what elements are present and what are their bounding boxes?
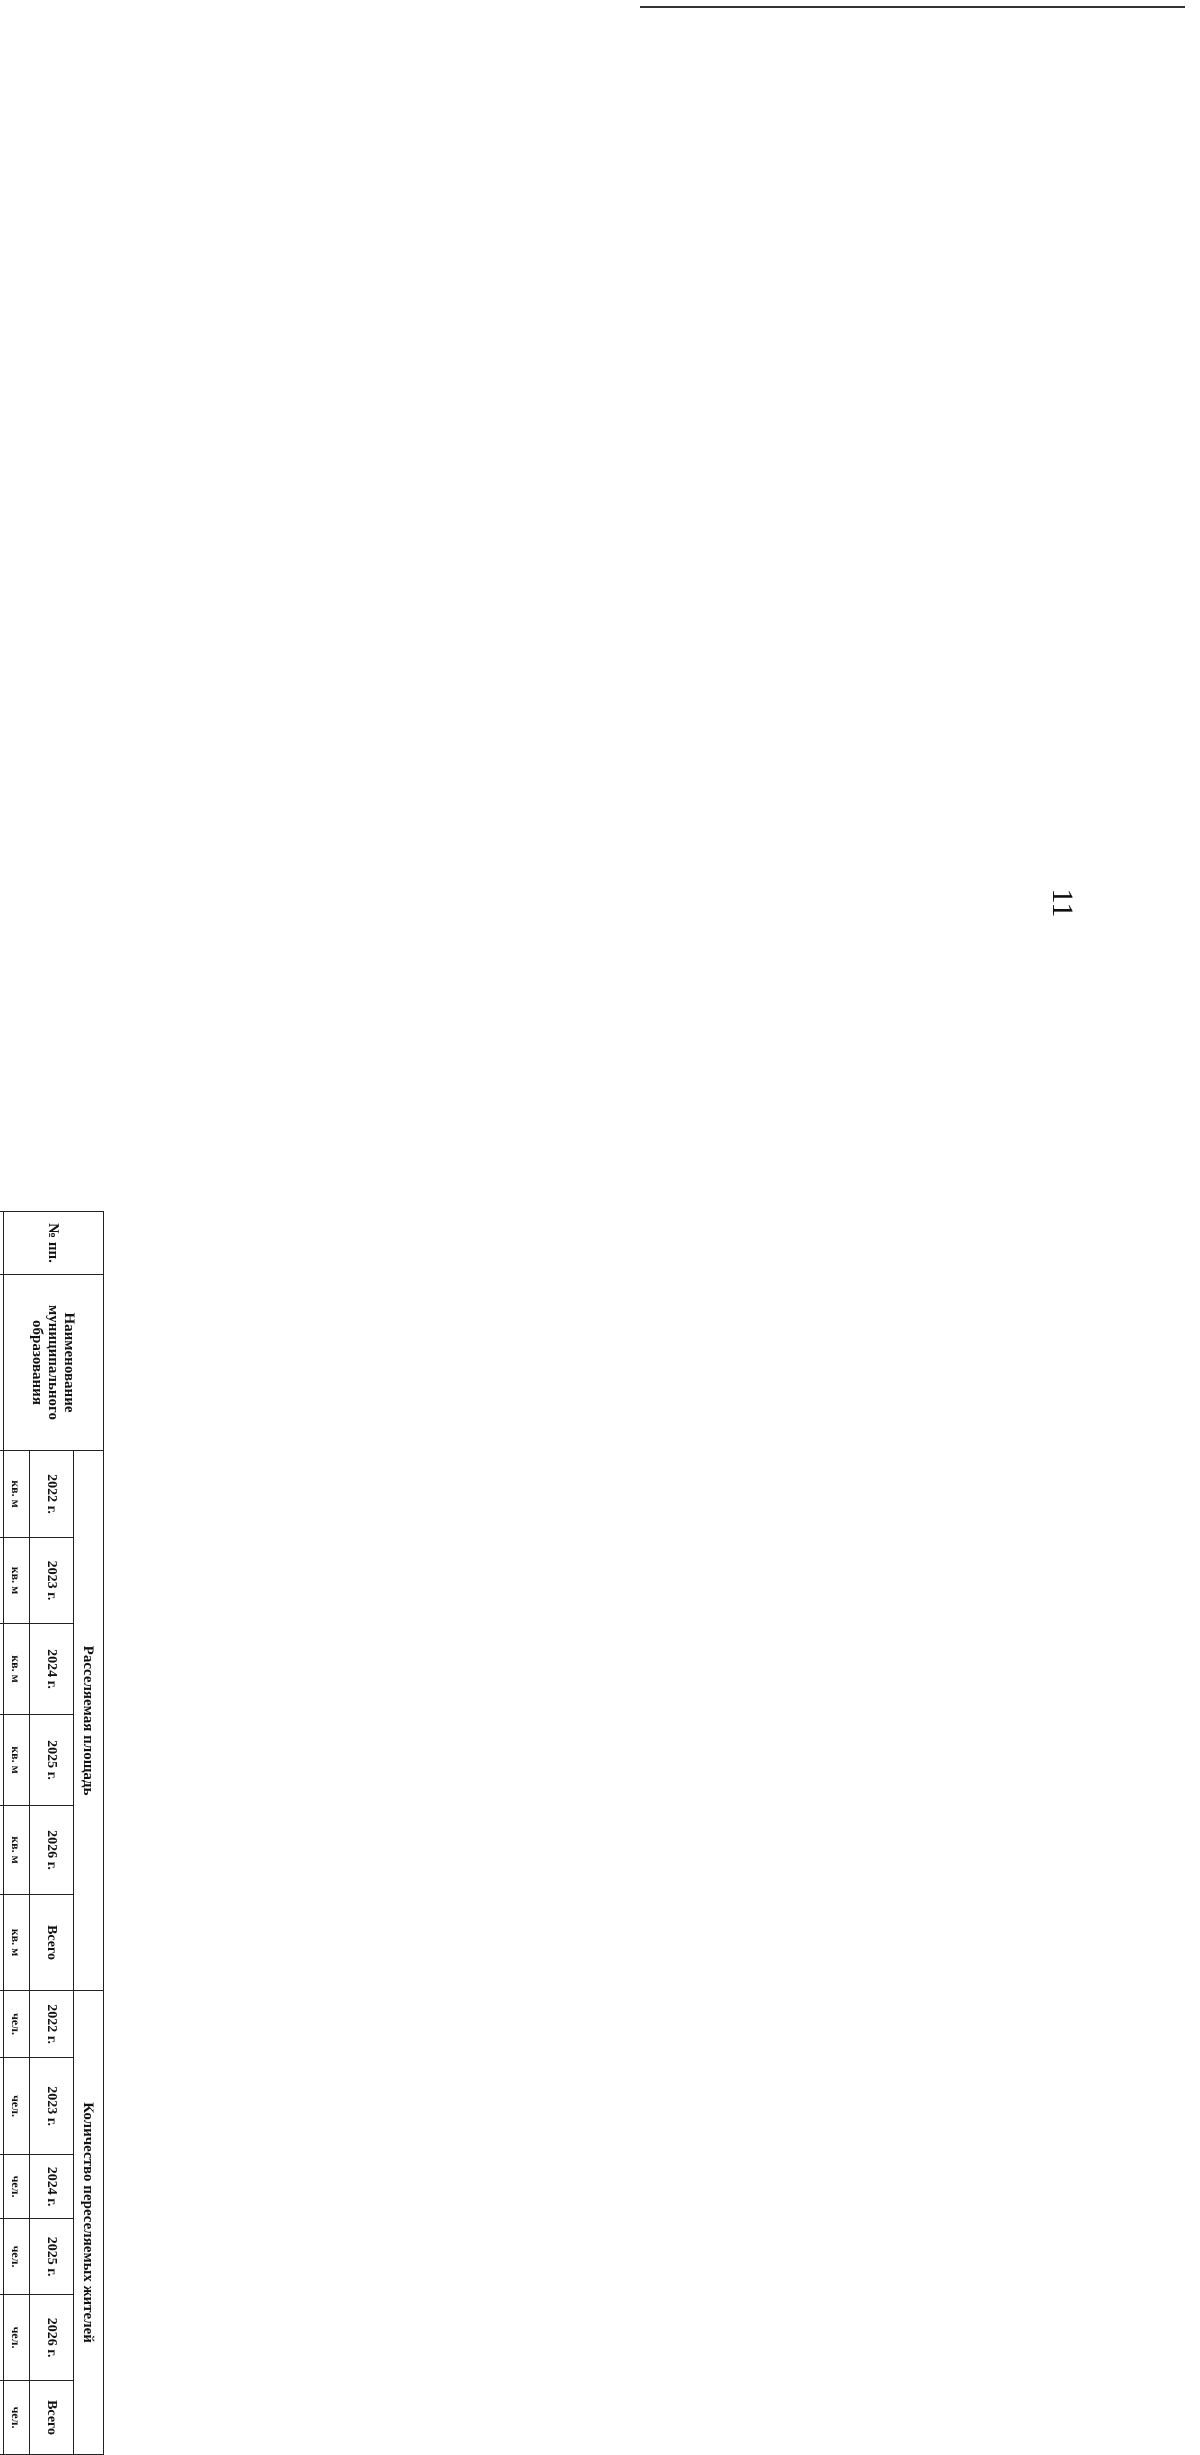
header-col-num <box>0 2295 4 2381</box>
header-col-num <box>0 1806 4 1895</box>
header-unit: кв. м <box>4 1624 30 1715</box>
header-col-num <box>0 1538 4 1624</box>
header-col-num <box>0 1451 4 1538</box>
header-unit: кв. м <box>4 1715 30 1806</box>
header-unit: кв. м <box>4 1895 30 1991</box>
header-unit: чел. <box>4 2381 30 2455</box>
header-area-year: 2026 г. <box>30 1806 74 1895</box>
resettlement-table <box>0 1211 104 2455</box>
header-area-year: 2022 г. <box>30 1451 74 1538</box>
header-col-num <box>0 2381 4 2455</box>
rotated-table-container <box>0 1211 104 2436</box>
header-unit: кв. м <box>4 1538 30 1624</box>
header-name: Наименование муниципального образования <box>4 1275 104 1451</box>
header-area-year: 2024 г. <box>30 1624 74 1715</box>
header-res-year: 2022 г. <box>30 1991 74 2058</box>
header-area-group: Расселяемая площадь <box>74 1451 104 1991</box>
header-unit: кв. м <box>4 1806 30 1895</box>
header-col-num <box>0 1212 4 1275</box>
header-col-num <box>0 2219 4 2295</box>
header-unit: чел. <box>4 2058 30 2155</box>
header-col-num <box>0 1624 4 1715</box>
header-col-num <box>0 1991 4 2058</box>
header-number: № пп. <box>4 1212 104 1275</box>
header-res-year: 2024 г. <box>30 2155 74 2219</box>
header-area-year: Всего <box>30 1895 74 1991</box>
header-unit: чел. <box>4 2155 30 2219</box>
top-rule <box>640 6 1185 8</box>
header-res-year: 2023 г. <box>30 2058 74 2155</box>
header-unit: чел. <box>4 1991 30 2058</box>
header-area-year: 2025 г. <box>30 1715 74 1806</box>
header-unit: чел. <box>4 2295 30 2381</box>
header-area-year: 2023 г. <box>30 1538 74 1624</box>
header-col-num <box>0 1275 4 1451</box>
header-col-num <box>0 2155 4 2219</box>
header-res-year: 2025 г. <box>30 2219 74 2295</box>
header-unit: чел. <box>4 2219 30 2295</box>
header-residents-group: Количество переселяемых жителей <box>74 1991 104 2455</box>
header-unit: кв. м <box>4 1451 30 1538</box>
header-col-num <box>0 1715 4 1806</box>
page-number: 11 <box>1046 888 1079 918</box>
header-res-year: Всего <box>30 2381 74 2455</box>
header-col-num <box>0 2058 4 2155</box>
header-col-num <box>0 1895 4 1991</box>
header-res-year: 2026 г. <box>30 2295 74 2381</box>
